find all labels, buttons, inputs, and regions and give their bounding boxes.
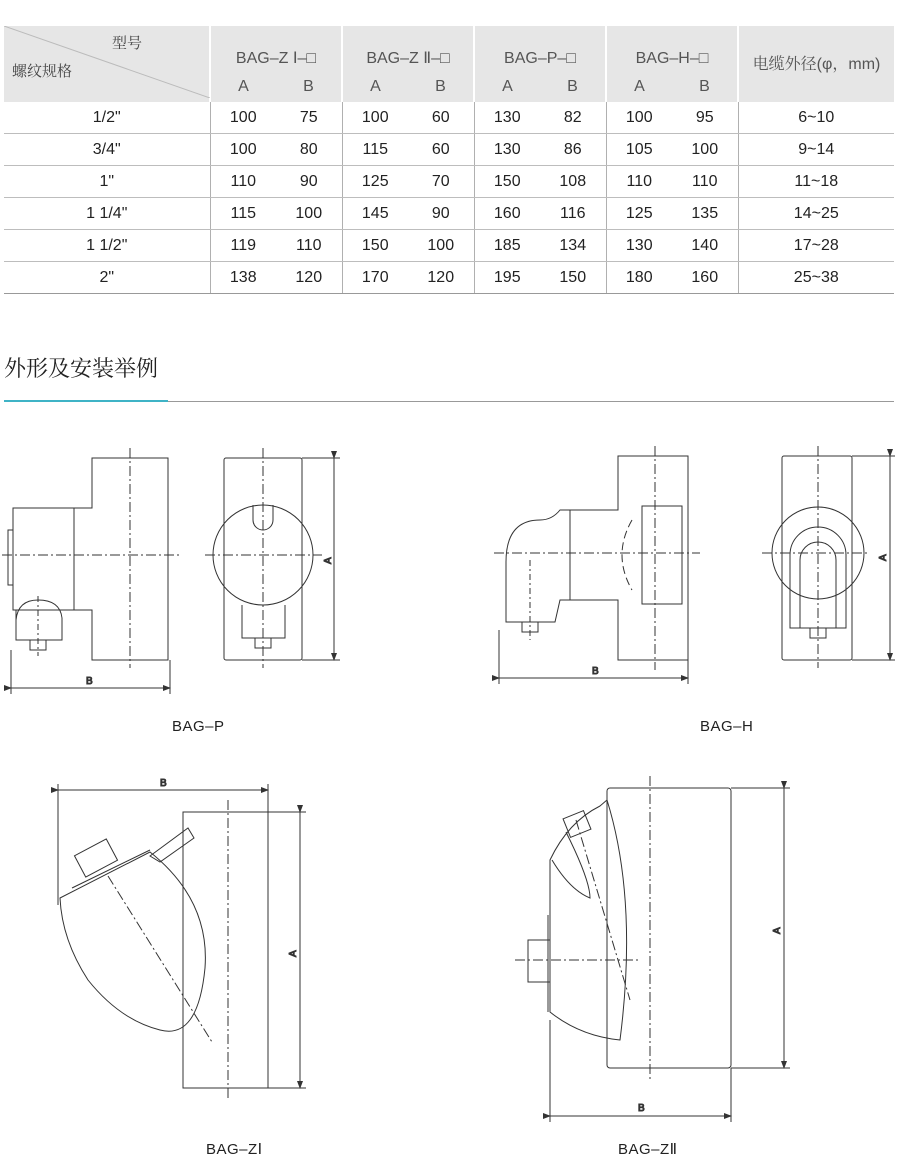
dim-a-cell: 150 [342,230,408,262]
dim-a-cell: 170 [342,262,408,294]
dim-a-cell: 180 [606,262,672,294]
caption-bag-p: BAG–P [172,718,225,735]
dim-b-cell: 120 [408,262,474,294]
dim-a-cell: 100 [342,102,408,134]
dim-b-cell: 90 [276,166,342,198]
thread-spec-cell: 1 1/2" [4,230,210,262]
dim-a-cell: 150 [474,166,540,198]
model-header-z2: BAG–Z Ⅱ–□ [342,26,474,72]
cable-diameter-cell: 14~25 [738,198,894,230]
dim-a-cell: 100 [210,134,276,166]
dim-label-b: B [592,666,599,677]
sub-header-a: A [342,72,408,102]
dim-a-cell: 185 [474,230,540,262]
dim-b-cell: 116 [540,198,606,230]
model-header-z1: BAG–Z Ⅰ–□ [210,26,342,72]
dim-b-cell: 110 [672,166,738,198]
dim-label-a: A [772,927,783,934]
dim-a-cell: 130 [474,134,540,166]
dim-label-b: B [638,1103,645,1114]
dim-b-cell: 75 [276,102,342,134]
dim-label-b: B [160,778,167,789]
thread-spec-cell: 1 1/4" [4,198,210,230]
dim-a-cell: 115 [210,198,276,230]
cable-diameter-cell: 17~28 [738,230,894,262]
thread-spec-label: 螺纹规格 [12,63,73,80]
sub-header-b: B [276,72,342,102]
bag-z1-view [58,778,306,1100]
dim-b-cell: 82 [540,102,606,134]
dim-b-cell: 70 [408,166,474,198]
cable-diameter-cell: 6~10 [738,102,894,134]
dim-b-cell: 120 [276,262,342,294]
dim-b-cell: 100 [276,198,342,230]
dim-a-cell: 125 [606,198,672,230]
sub-header-b: B [540,72,606,102]
sub-header-a: A [210,72,276,102]
cable-diameter-header: 电缆外径(φ，mm) [738,26,894,102]
dim-b-cell: 160 [672,262,738,294]
sub-header-a: A [474,72,540,102]
thread-spec-cell: 1" [4,166,210,198]
dim-b-cell: 95 [672,102,738,134]
bag-z2-view [515,776,790,1122]
model-header-h: BAG–H–□ [606,26,738,72]
dim-b-cell: 100 [408,230,474,262]
dim-label-a: A [323,557,334,564]
bag-p-side-view [2,448,180,694]
caption-bag-z1: BAG–ZⅠ [206,1141,263,1158]
thread-spec-cell: 3/4" [4,134,210,166]
thread-spec-cell: 1/2" [4,102,210,134]
model-label: 型号 [112,35,143,52]
dim-a-cell: 130 [606,230,672,262]
dim-a-cell: 105 [606,134,672,166]
dim-b-cell: 80 [276,134,342,166]
bag-h-side-view [494,446,700,684]
dim-a-cell: 110 [210,166,276,198]
caption-bag-z2: BAG–ZⅡ [618,1141,678,1158]
caption-bag-h: BAG–H [700,718,754,735]
dim-label-a: A [288,950,299,957]
cable-diameter-cell: 11~18 [738,166,894,198]
dim-b-cell: 86 [540,134,606,166]
cable-diameter-cell: 25~38 [738,262,894,294]
sub-header-b: B [672,72,738,102]
dim-b-cell: 140 [672,230,738,262]
dim-a-cell: 195 [474,262,540,294]
dim-a-cell: 100 [606,102,672,134]
dim-label-b: B [86,676,93,687]
dim-b-cell: 135 [672,198,738,230]
dim-b-cell: 60 [408,134,474,166]
dim-b-cell: 108 [540,166,606,198]
dim-a-cell: 110 [606,166,672,198]
bag-p-front-view [205,448,340,668]
cable-diameter-cell: 9~14 [738,134,894,166]
model-header-p: BAG–P–□ [474,26,606,72]
dim-a-cell: 130 [474,102,540,134]
dim-a-cell: 138 [210,262,276,294]
dim-a-cell: 100 [210,102,276,134]
dim-b-cell: 60 [408,102,474,134]
thread-spec-cell: 2" [4,262,210,294]
dim-a-cell: 160 [474,198,540,230]
section-title: 外形及安装举例 [4,357,159,382]
dim-b-cell: 90 [408,198,474,230]
dim-a-cell: 115 [342,134,408,166]
sub-header-a: A [606,72,672,102]
dim-a-cell: 145 [342,198,408,230]
bag-h-front-view [762,446,895,668]
dim-b-cell: 110 [276,230,342,262]
sub-header-b: B [408,72,474,102]
dim-a-cell: 125 [342,166,408,198]
dim-a-cell: 119 [210,230,276,262]
dim-label-a: A [878,554,889,561]
dim-b-cell: 150 [540,262,606,294]
dim-b-cell: 134 [540,230,606,262]
dim-b-cell: 100 [672,134,738,166]
